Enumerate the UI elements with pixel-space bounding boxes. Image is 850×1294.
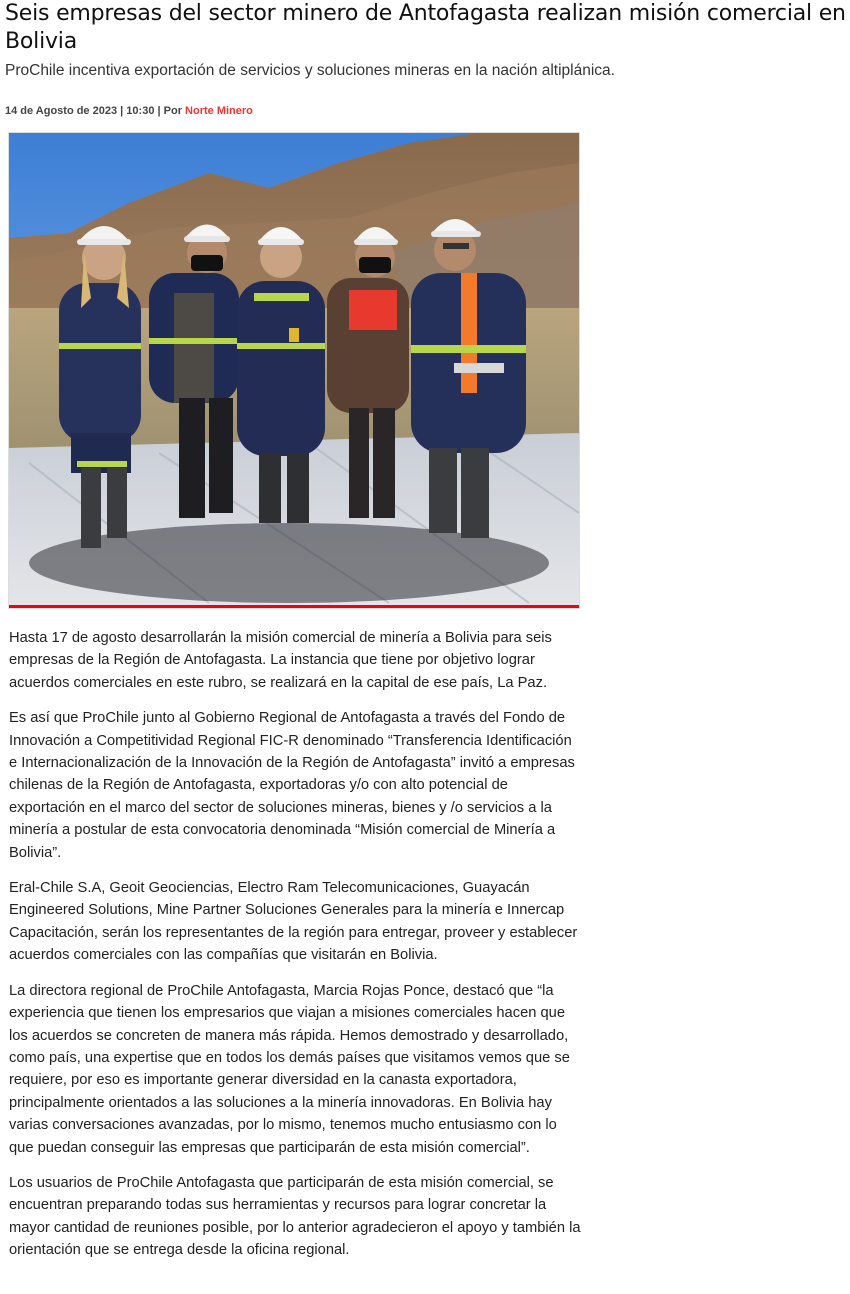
- article-headline: Seis empresas del sector minero de Antofagasta realizan misión comercial en Bolivia: [5, 1, 846, 54]
- article-body: [9, 627, 581, 1275]
- article-subtitle: ProChile incentiva exportación de servicios y soluciones mineras en la nación altiplánica.: [5, 62, 615, 79]
- publish-time: 10:30: [126, 105, 155, 117]
- article-paragraph: Hasta 17 de agosto desarrollarán la misión comercial de minería a Bolivia para seis empresas de la Región de Antofagasta. La instancia que tiene por objetivo lograr acuerdos comerciales en este rubro, se realizará en la capital de ese país, La Paz.: [9, 630, 552, 691]
- article-paragraph: Los usuarios de ProChile Antofagasta que participarán de esta misión comercial, se encuentran preparando todas sus herramientas y recursos para lograr concretar la mayor cantidad de reuniones posible, por lo anterior agradecieron el apoyo y también la orientación que se entrega desde la oficina regional.: [9, 1174, 581, 1259]
- author-link[interactable]: Norte Minero: [185, 105, 253, 117]
- article-paragraph: La directora regional de ProChile Antofagasta, Marcia Rojas Ponce, destacó que “la experiencia que tienen los empresarios que viajan a misiones comerciales hacen que los acuerdos se concreten de manera más rápida. Hemos demostrado y desarrollado, como país, una expertise que en todos los demás países que visitamos vemos que se requiere, por eso es importante generar diversidad en la canasta exportadora, principalmente orientados a las soluciones a la minería innovadoras. En Bolivia hay varias conversaciones avanzadas, por lo mismo, tenemos mucho entusiasmo con lo que puedan conseguir las empresas que participarán de esta misión comercial”.: [9, 982, 570, 1156]
- publish-date: 14 de Agosto de 2023: [5, 105, 118, 117]
- article-photo: [9, 133, 579, 608]
- by-prefix: Por: [163, 105, 182, 117]
- group-photo-mining-workers-image: [9, 133, 579, 605]
- byline-separator: |: [157, 105, 161, 117]
- article-paragraph: Es así que ProChile junto al Gobierno Regional de Antofagasta a través del Fondo de Innovación a Competitividad Regional FIC-R denominado “Transferencia Identificación e Internacionalización de la Innovación de la Región de Antofagasta” invitó a empresas chilenas de la Región de Antofagasta, exportadoras y/o con alto potencial de exportación en el marco del sector de soluciones mineras, bienes y /o servicios a la minería a postular de esta convocatoria denominada “Misión comercial de Minería a Bolivia”.: [9, 710, 575, 861]
- article-byline: [5, 105, 253, 117]
- byline-separator: |: [120, 105, 124, 117]
- article-paragraph: Eral-Chile S.A, Geoit Geociencias, Electro Ram Telecomunicaciones, Guayacán Engineered Solutions, Mine Partner Soluciones Generales para la minería e Innercap Capacitación, serán los representantes de la región para entregar, proveer y establecer acuerdos comerciales con las compañías que visitarán en Bolivia.: [9, 880, 578, 964]
